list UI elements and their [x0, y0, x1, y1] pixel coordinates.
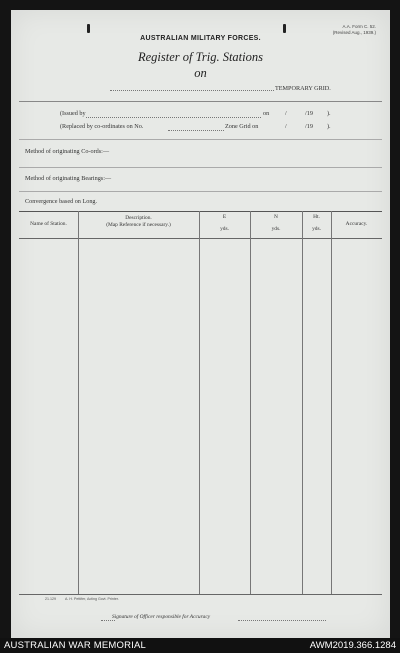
col-header-e — [199, 214, 250, 233]
col-header-ht — [302, 214, 331, 233]
form-revised-text: (Revised Aug., 1939.) — [332, 30, 376, 35]
convergence-label: Convergence based on Long. — [25, 198, 98, 205]
replaced-close: ). — [327, 123, 331, 130]
col-divider-1 — [78, 211, 79, 594]
temporary-grid-label: TEMPORARY GRID. — [275, 85, 331, 92]
issued-date-separator: / — [285, 110, 287, 117]
col-header-description — [78, 215, 199, 229]
printer-code: 21.129 — [45, 597, 56, 601]
table-bottom-rule — [19, 594, 382, 595]
archive-caption-bar — [0, 638, 400, 653]
grid-name-line — [110, 90, 274, 91]
divider-bearings — [19, 191, 382, 192]
col-header-n-label: N — [274, 214, 278, 220]
form-title: Register of Trig. Stations — [137, 50, 263, 64]
zone-grid-label: Zone Grid on — [225, 123, 259, 130]
col-divider-4 — [302, 211, 303, 594]
col-header-name: Name of Station. — [30, 221, 67, 227]
archive-caption-right: AWM2019.366.1284 — [309, 640, 396, 651]
col-header-description-title: Description. — [125, 215, 152, 221]
printer-imprint: A. H. Pettifer, Acting Govt. Printer. — [65, 597, 119, 601]
form-number-text: A.A. Form C. 52. — [342, 24, 376, 29]
issued-year: /19 — [305, 110, 313, 117]
signature-line-right — [238, 620, 326, 621]
divider-issued — [19, 139, 382, 140]
col-divider-5 — [331, 211, 332, 594]
organisation-heading: AUSTRALIAN MILITARY FORCES. — [140, 35, 261, 42]
col-header-description-note: (Map Reference if necessary.) — [106, 222, 171, 228]
issued-by-label: (Issued by — [60, 110, 86, 117]
issued-on-label: on — [263, 110, 270, 117]
form-sheet — [11, 10, 390, 638]
divider-top — [19, 101, 382, 102]
replaced-by-line — [168, 130, 224, 131]
col-header-e-label: E — [222, 214, 227, 220]
punch-hole-right — [283, 24, 286, 33]
issued-close: ). — [327, 110, 331, 117]
col-header-n — [250, 214, 302, 233]
signature-label: Signature of Officer responsible for Accuracy — [112, 614, 211, 620]
method-bearings-label: Method of originating Bearings:— — [25, 175, 112, 182]
col-header-e-unit: yds. — [220, 226, 229, 232]
replaced-date-separator: / — [285, 123, 287, 130]
form-title-on: on — [194, 66, 207, 80]
replaced-year: /19 — [305, 123, 313, 130]
replaced-by-label: (Replaced by co-ordinates on No. — [60, 123, 144, 130]
col-header-n-unit: yds. — [271, 226, 281, 232]
col-divider-3 — [250, 211, 251, 594]
col-header-ht-label: Ht. — [313, 214, 320, 220]
table-header-rule — [19, 238, 382, 239]
table-top-rule — [19, 211, 382, 212]
divider-coords — [19, 167, 382, 168]
method-coords-label: Method of originating Co-ords:— — [25, 148, 110, 155]
archive-caption-left: AUSTRALIAN WAR MEMORIAL — [4, 640, 147, 651]
col-divider-2 — [199, 211, 200, 594]
col-header-ht-unit: yds. — [312, 226, 321, 232]
punch-hole-left — [87, 24, 90, 33]
col-header-accuracy: Accuracy. — [345, 221, 368, 227]
issued-by-line — [86, 117, 261, 118]
